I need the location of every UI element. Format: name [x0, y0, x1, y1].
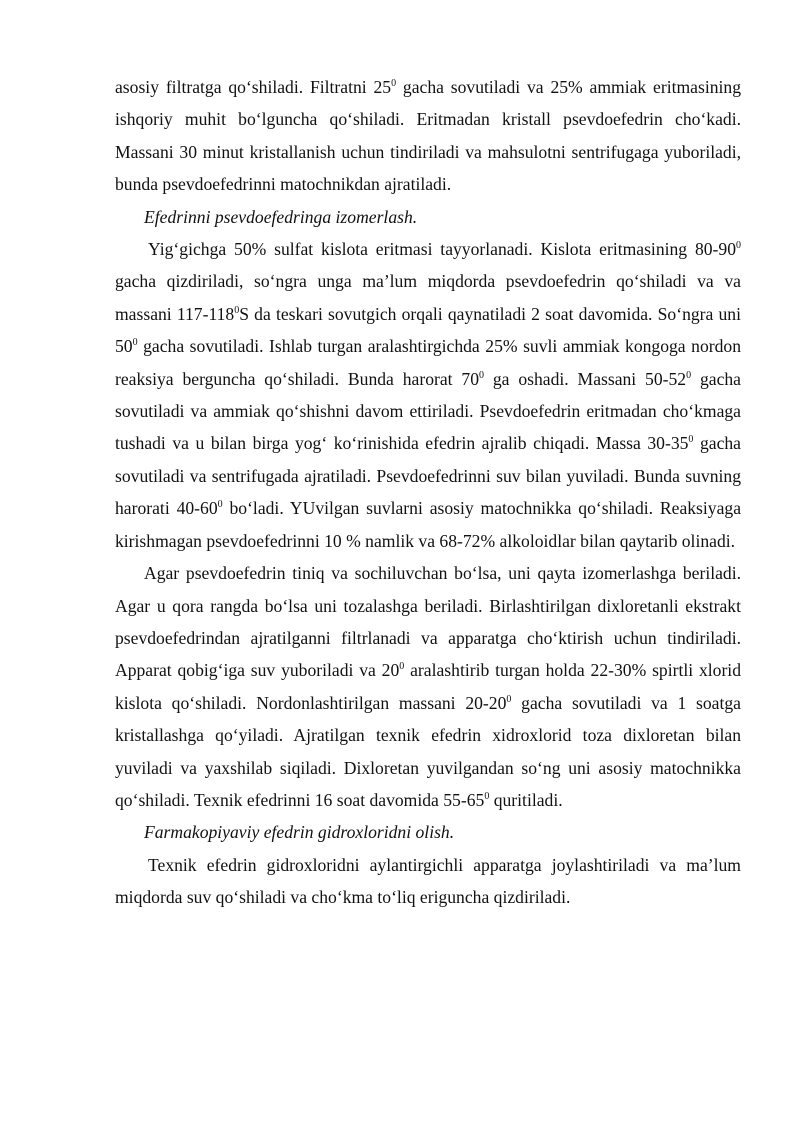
- degree-superscript: 0: [217, 499, 223, 511]
- degree-superscript: 0: [686, 369, 692, 381]
- document-page: [115, 71, 741, 914]
- text-run: Yig‘gichga 50% sulfat kislota eritmasi tayyorlanadi. Kislota eritmasining 80-90: [148, 239, 736, 260]
- text-run: S da teskari sovutgich orqali qaynatiladi 2 soat davomida. So‘ngra uni 50: [115, 303, 741, 357]
- text-run: gacha qizdiriladi, so‘ngra unga ma’lum miqdorda psevdoefedrin qo‘shiladi va va massani 117-118: [115, 271, 741, 324]
- section-heading-pharmacopoeial: Farmakopiyaviy efedrin gidroxloridni olish.: [144, 822, 455, 843]
- degree-superscript: 0: [391, 78, 397, 89]
- text-run: bo‘ladi. YUvilgan suvlarni asosiy matochnikka qo‘shiladi. Reaksiyaga kirishmagan psevdoefedrinni 10 % namlik va 68-72% alkoloidlar bilan qaytarib olinadi.: [115, 498, 742, 551]
- degree-superscript: 0: [132, 337, 138, 349]
- text-run: Agar psevdoefedrin tiniq va sochiluvchan bo‘lsa, uni qayta izomerlashga beriladi. Agar u qora rangda bo‘lsa uni tozalashga beriladi. Birlashtirilgan dixloretanli ekstrakt psevdoefedrindan ajratilganni filtrlanadi va apparatga cho‘ktirish uchun tindiriladi. Apparat qobig‘iga suv yuboriladi va 20: [115, 563, 741, 681]
- degree-superscript: 0: [234, 304, 240, 316]
- paragraph-4: [115, 849, 741, 914]
- paragraph-3: [115, 557, 741, 816]
- section-heading-isomerization: Efedrinni psevdoefedringa izomerlash.: [144, 206, 418, 227]
- degree-superscript: 0: [736, 240, 741, 252]
- text-run: asosiy filtratga qo‘shiladi. Filtratni 25: [115, 77, 392, 97]
- degree-superscript: 0: [479, 369, 485, 381]
- text-run: gacha sovutiladi va 25% ammiak eritmasining ishqoriy muhit bo‘lguncha qo‘shiladi. Eritmadan kristall psevdoefedrin cho‘kadi. Massani 30 minut kristallanish uchun tindiriladi va mahsulotni sentrifugaga yuboriladi, bunda psevdoefedrinni matochnikdan ajratiladi.: [115, 77, 741, 195]
- text-run: ga oshadi. Massani 50-52: [484, 368, 687, 389]
- text-run: gacha sovutiladi va 1 soatga kristallashga qo‘yiladi. Ajratilgan texnik efedrin xidroxlorid toza dixloretan bilan yuviladi va yaxshilab siqiladi. Dixloretan yuvilgandan so‘ng uni asosiy matochnikka qo‘shiladi. Texnik efedrinni 16 soat davomida 55-65: [115, 692, 741, 810]
- degree-superscript: 0: [506, 693, 512, 705]
- text-run: aralashtirib turgan holda 22-30% spirtli xlorid kislota qo‘shiladi. Nordonlashtirilgan massani 20-20: [115, 660, 741, 713]
- degree-superscript: 0: [688, 434, 694, 446]
- degree-superscript: 0: [399, 661, 405, 673]
- degree-superscript: 0: [484, 790, 490, 802]
- paragraph-2: [115, 233, 741, 557]
- text-run: Texnik efedrin gidroxloridni aylantirgichli apparatga joylashtiriladi va ma’lum miqdorda suv qo‘shiladi va cho‘kma to‘liq eriguncha qizdiriladi.: [115, 854, 741, 908]
- text-run: quritiladi.: [489, 789, 563, 810]
- paragraph-1: [115, 71, 741, 201]
- text-run: gacha sovutiladi va sentrifugada ajratiladi. Psevdoefedrinni suv bilan yuviladi. Bunda suvning harorati 40-60: [115, 433, 741, 519]
- text-run: gacha sovutiladi. Ishlab turgan aralashtirgichda 25% suvli ammiak kongoga nordon reaksiya berguncha qo‘shiladi. Bunda harorat 70: [115, 336, 741, 389]
- text-run: gacha sovutiladi va ammiak qo‘shishni davom ettiriladi. Psevdoefedrin eritmadan cho‘kmaga tushadi va u bilan birga yog‘ ko‘rinishida efedrin ajralib chiqadi. Massa 30-35: [115, 368, 741, 454]
